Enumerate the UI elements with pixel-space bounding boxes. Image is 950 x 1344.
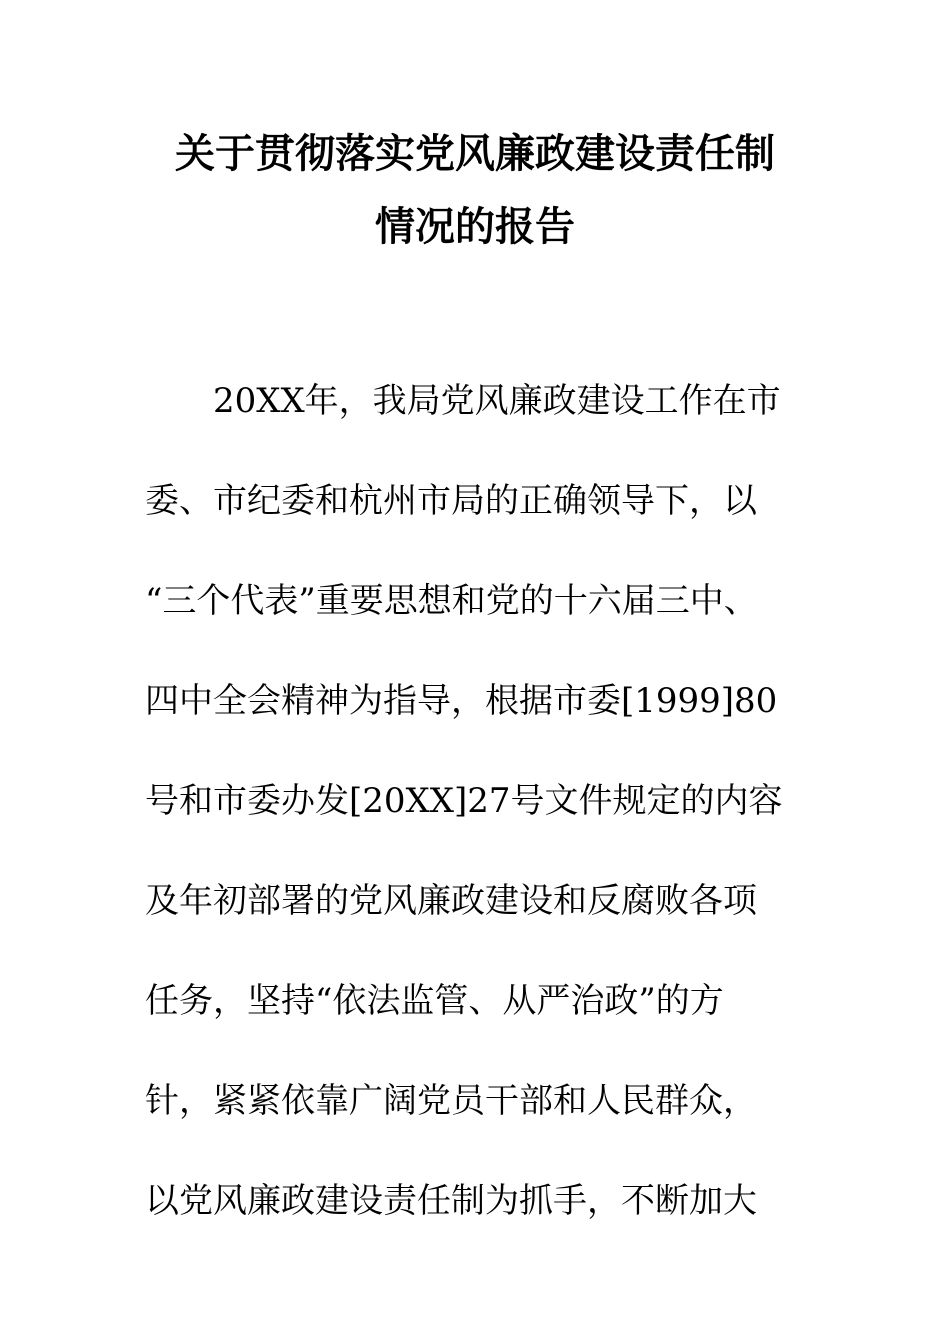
report-title-line-1: 关于贯彻落实党风廉政建设责任制 xyxy=(175,130,775,177)
report-title-line-2: 情况的报告 xyxy=(375,203,575,250)
body-line-5: 号和市委办发[20XX]27号文件规定的内容 xyxy=(145,781,783,821)
body-line-3: “三个代表”重要思想和党的十六届三中、 xyxy=(145,581,758,621)
body-line-4: 四中全会精神为指导，根据市委[1999]80 xyxy=(145,681,778,721)
body-line-8: 针，紧紧依靠广阔党员干部和人民群众， xyxy=(145,1081,757,1121)
body-line-6: 及年初部署的党风廉政建设和反腐败各项 xyxy=(145,881,757,921)
body-line-2: 委、市纪委和杭州市局的正确领导下，以 xyxy=(145,481,757,521)
body-line-1: 20XX年，我局党风廉政建设工作在市 xyxy=(213,381,781,421)
body-line-7: 任务，坚持“依法监管、从严治政”的方 xyxy=(145,981,724,1021)
body-line-9: 以党风廉政建设责任制为抓手，不断加大 xyxy=(145,1181,757,1221)
